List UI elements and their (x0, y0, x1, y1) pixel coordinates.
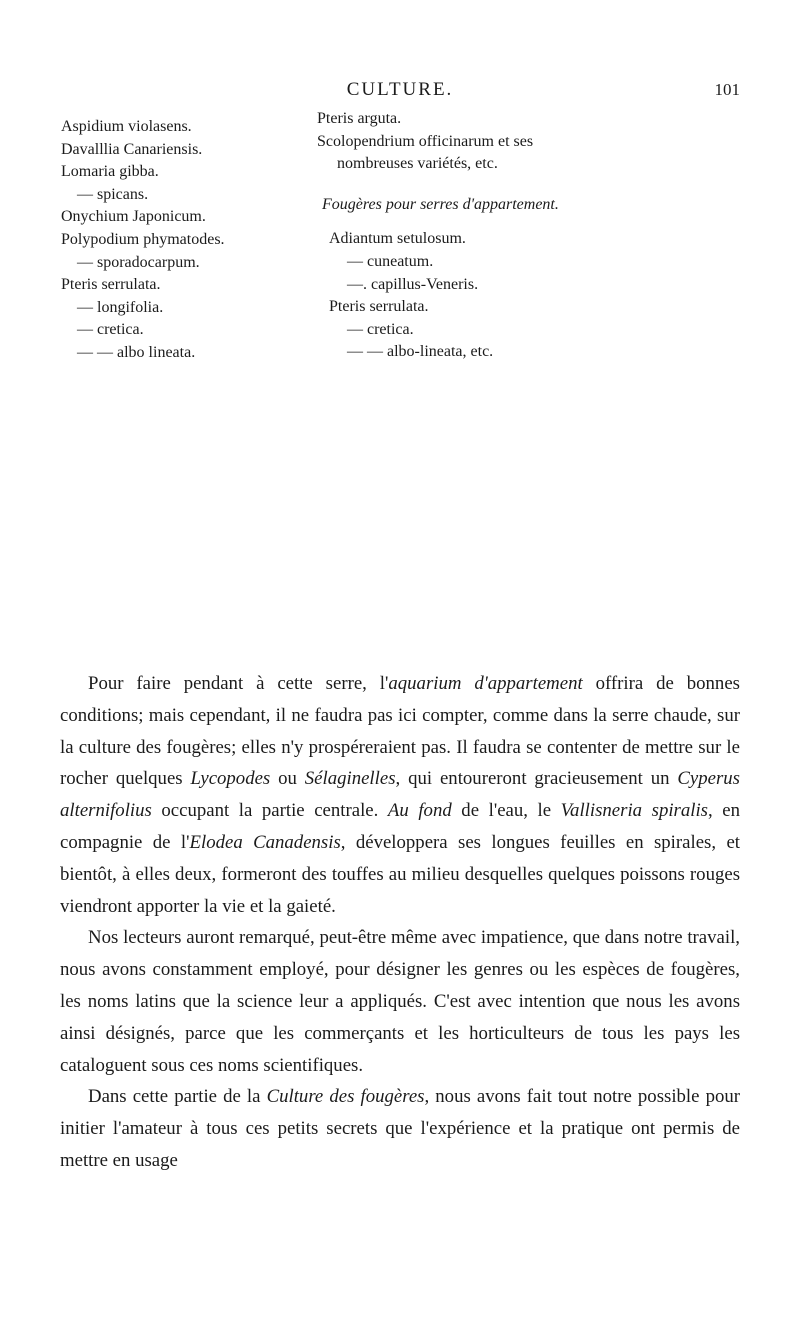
list-item: — cretica. (77, 321, 144, 339)
list-item: Scolopendrium officinarum et ses (317, 132, 534, 150)
italic-run: aquarium d'appartement (388, 673, 583, 694)
text-run: offrira de bonnes conditions; mais cependant, il ne faudra pas ici compter, comme dans la serre chaude, sur la culture des fougères; elles n'y prospéreraient pas. Il faudra se contenter de mettre sur le rocher quelques (60, 673, 740, 790)
paragraph: Nos lecteurs auront remarqué, peut-être même avec impatience, que dans notre travail, nous avons constamment employé, pour désigner les genres ou les espèces de fougères, les noms latins que la science leur a appliqués. C'est avec intention que nous les avons ainsi désignés, parce que les commerçants et les horticulteurs de tous les pays les cataloguent sous ces noms scientifiques. (60, 927, 740, 1076)
text-run: occupant la partie centrale. (151, 800, 388, 822)
italic-run: Culture des fougères (266, 1086, 425, 1108)
text-run: ou (270, 768, 305, 790)
page-header (60, 76, 740, 106)
italic-run: Lycopodes (190, 768, 271, 790)
text-run: Pour faire pendant à cette serre, l' (88, 673, 389, 694)
text-run: de l'eau, le (451, 800, 561, 822)
section-title: Fougères pour serres d'appartement. (322, 195, 559, 213)
list-item: — spicans. (77, 185, 149, 203)
list-item: — longifolia. (77, 298, 164, 316)
paragraph (60, 1081, 740, 1176)
list-item: — cuneatum. (347, 252, 434, 270)
italic-run: Elodea Canadensis (189, 831, 341, 853)
list-item: Aspidium violasens. (61, 118, 192, 135)
fern-list-left (61, 116, 321, 365)
running-head: CULTURE. (346, 79, 454, 100)
text-run: , en compagnie de l' (60, 800, 740, 853)
italic-run: Au fond (387, 800, 452, 822)
list-item: Pteris serrulata. (329, 298, 429, 316)
italic-run: Sélaginelles (304, 768, 396, 790)
list-item: Polypodium phymatodes. (61, 230, 225, 248)
list-item: Adiantum setulosum. (329, 230, 466, 248)
text-run: , développera ses longues feuilles en spirales, et bientôt, à elles deux, formeront des touffes au milieu desquelles quelques poissons rouges viendront apporter la vie et la gaieté. (60, 831, 740, 917)
list-item: Pteris serrulata. (61, 276, 161, 294)
paragraph (60, 668, 740, 922)
list-item: Onychium Japonicum. (61, 208, 206, 226)
fern-list-right (317, 108, 737, 364)
list-item: — — albo lineata. (77, 343, 196, 361)
italic-run: Vallisneria spiralis (560, 800, 708, 822)
list-item: Lomaria gibba. (61, 163, 159, 181)
body-text (60, 668, 740, 1177)
text-run: , nous avons fait tout notre possible pour initier l'amateur à tous ces petits secrets que l'expérience et la pratique ont permis de mettre en usage (60, 1086, 741, 1171)
list-item: — cretica. (347, 320, 414, 338)
italic-run: Cyperus alternifolius (60, 768, 740, 822)
page-number: 101 (714, 80, 740, 99)
list-item: Davalllia Canariensis. (61, 140, 203, 158)
list-item: nombreuses variétés, etc. (337, 155, 498, 173)
text-run: Dans cette partie de la (88, 1086, 267, 1108)
list-item: — sporadocarpum. (77, 253, 200, 271)
list-item: —. capillus-Veneris. (347, 275, 479, 293)
list-item: — — albo-lineata, etc. (347, 343, 494, 361)
list-item: Pteris arguta. (317, 110, 402, 127)
text-run: , qui entoureront gracieusement un (395, 768, 678, 790)
